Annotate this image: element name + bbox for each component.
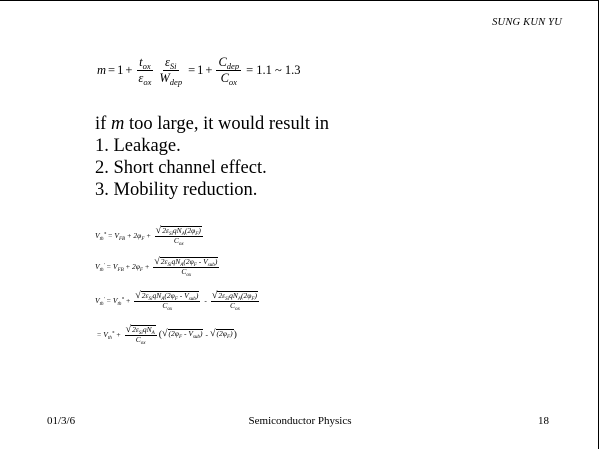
equation-result: = 1.1 ~ 1.3 <box>246 63 301 78</box>
one-2: 1 <box>197 63 204 78</box>
footer-date: 01/3/6 <box>47 415 76 427</box>
epssi-over-wdep: $\frac{\varepsilon_{Si}}{W_{dep}}$ <box>159 55 183 88</box>
vth-equation-4: = $V_{th}^*$ + √ $2\varepsilon_{Si}qN_A$ $C_{ox}$ ( √ $(2\varphi_F - V_{sub})$ - √ $(2\varphi_F)$ ) <box>97 324 237 346</box>
tox-over-epsox: $\frac{t_{ox}}{\varepsilon_{ox}}$ <box>138 55 152 88</box>
effect-item-leakage: 1. Leakage. <box>95 136 181 156</box>
plus-sign: + <box>125 63 133 78</box>
statement: if m too large, it would result in <box>95 114 329 134</box>
effect-item-short-channel: 2. Short channel effect. <box>95 158 267 178</box>
var-m: m <box>97 63 107 78</box>
vth-equation-1: $V_{th}^*$ = $V_{FB}$ + $2\varphi_F$ + √ $2\varepsilon_{Si}qN_A(2\varphi_F)$ $C_{ox}$ <box>95 225 201 247</box>
vth-equation-3: $V_{th}'$ = $V_{th}^*$ + √ $2\varepsilon_{Si}qN_A(2\varphi_F - V_{sub})$ $C_{ox}$ - √ $2\varepsilon_{Si}qN_A(2\varphi_F)$ $C_{ox}$ <box>95 290 257 312</box>
vth-equation-2: $V_{th}'$ = $V_{FB}$ + $2\varphi_F$ + √ $2\varepsilon_{Si}qN_A(2\varphi_F - V_{sub})$ $C_{ox}$ <box>95 256 218 278</box>
author-name: SUNG KUN YU <box>492 17 562 28</box>
equals-sign: = <box>108 63 116 78</box>
footer-page-number: 18 <box>538 415 549 427</box>
cdep-over-cox: $\frac{C_{dep}}{C_{ox}}$ <box>218 55 240 88</box>
equals-sign-2: = <box>188 63 196 78</box>
body-coefficient-equation <box>97 55 301 88</box>
plus-sign-2: + <box>205 63 213 78</box>
effect-item-mobility: 3. Mobility reduction. <box>95 180 258 200</box>
footer-course: Semiconductor Physics <box>248 415 352 427</box>
one: 1 <box>117 63 124 78</box>
effects-section <box>95 113 329 201</box>
